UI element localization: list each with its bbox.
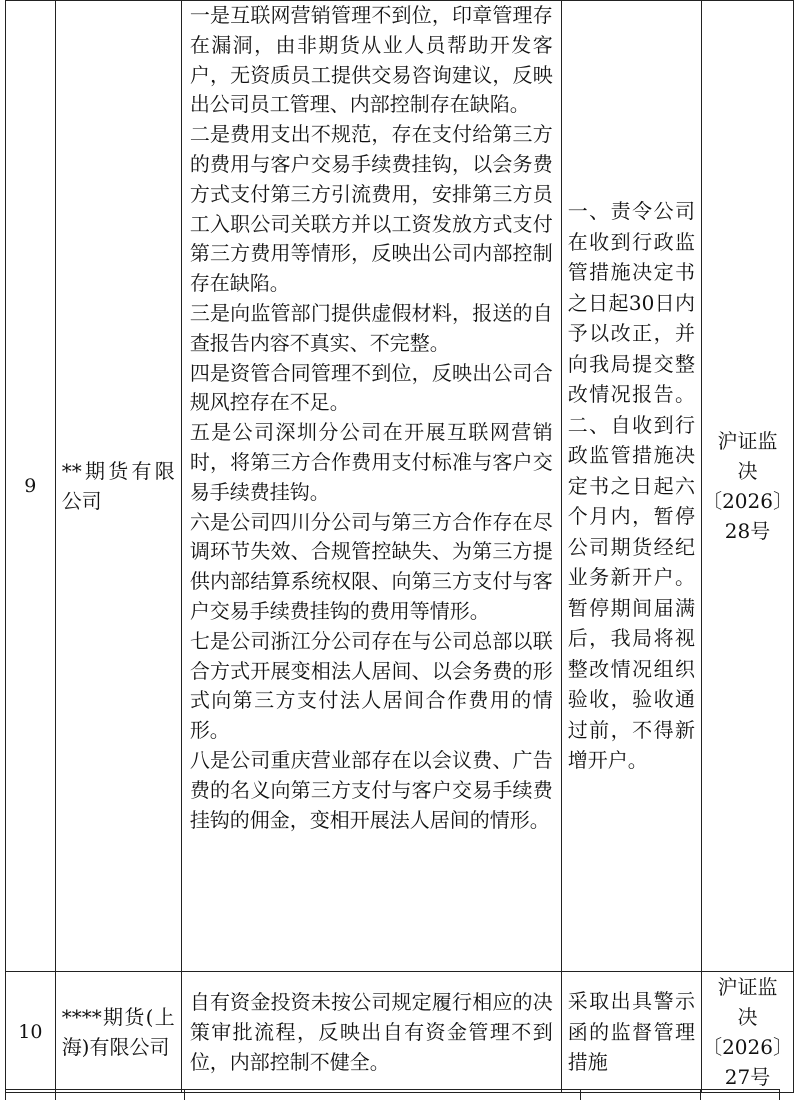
company-name: ****期货(上海)有限公司 bbox=[55, 972, 181, 1093]
doc-number-part: 沪证监 bbox=[717, 429, 778, 453]
column-divider bbox=[580, 1090, 581, 1100]
fact-item: 七是公司浙江分公司存在与公司总部以联合方式开展变相法人居间、以会务费的形式向第三方支付法人居间合作费用的情形。 bbox=[189, 628, 553, 743]
supervision-measure: 一、责令公司在收到行政监管措施决定书之日起30日内予以改正，并向我局提交整改情况报告。二、自收到行政监管措施决定书之日起六个月内，暂停公司期货经纪业务新开户。暂停期间届满后，我局将视整改情况组织验收，验收通过前，不得新增开户。 bbox=[561, 1, 701, 972]
doc-number-part: 决 bbox=[737, 459, 758, 483]
decision-doc-number bbox=[702, 972, 794, 1093]
doc-number-part: 沪证监 bbox=[717, 975, 778, 999]
fact-item: 五是公司深圳分公司在开展互联网营销时，将第三方合作费用支付标准与客户交易手续费挂钩。 bbox=[189, 420, 553, 504]
fact-item: 自有资金投资未按公司规定履行相应的决策审批流程，反映出自有资金管理不到位，内部控制不健全。 bbox=[189, 990, 553, 1074]
fact-item: 二是费用支出不规范，存在支付给第三方的费用与客户交易手续费挂钩，以会务费方式支付第三方引流费用，安排第三方员工入职公司关联方并以工资发放方式支付第三方费用等情形，反映出公司内部控制存在缺陷。 bbox=[189, 122, 553, 296]
violation-facts bbox=[181, 1, 561, 972]
fact-item: 四是资管合同管理不到位，反映出公司合规风控存在不足。 bbox=[189, 360, 553, 415]
column-divider bbox=[700, 1090, 701, 1100]
row-number: 10 bbox=[6, 972, 56, 1093]
supervision-measure: 采取出具警示函的监督管理措施 bbox=[561, 972, 701, 1093]
fact-item: 六是公司四川分公司与第三方合作存在尽调环节失效、合规管控缺失、为第三方提供内部结算系统权限、向第三方支付与客户交易手续费挂钩的费用等情形。 bbox=[189, 509, 553, 623]
company-name: **期货有限公司 bbox=[55, 1, 181, 972]
fact-item: 三是向监管部门提供虚假材料，报送的自查报告内容不真实、不完整。 bbox=[189, 300, 553, 355]
column-divider bbox=[55, 1090, 56, 1100]
penalty-table bbox=[5, 0, 794, 1093]
doc-number-part: 28号 bbox=[724, 519, 771, 543]
decision-doc-number bbox=[702, 1, 794, 972]
next-row-top-edge bbox=[5, 1089, 780, 1100]
column-divider bbox=[184, 1090, 185, 1100]
table-row bbox=[6, 972, 794, 1093]
table-row bbox=[6, 1, 794, 972]
doc-number-part: 〔2026〕 bbox=[702, 489, 793, 513]
doc-number-part: 27号 bbox=[724, 1065, 771, 1089]
doc-number-part: 决 bbox=[737, 1005, 758, 1029]
violation-facts bbox=[181, 972, 561, 1093]
fact-item: 一是互联网营销管理不到位，印章管理存在漏洞，由非期货从业人员帮助开发客户，无资质员工提供交易咨询建议，反映出公司员工管理、内部控制存在缺陷。 bbox=[189, 3, 553, 117]
fact-item: 八是公司重庆营业部存在以会议费、广告费的名义向第三方支付与客户交易手续费挂钩的佣金，变相开展法人居间的情形。 bbox=[189, 747, 553, 832]
row-number: 9 bbox=[6, 1, 56, 972]
doc-number-part: 〔2026〕 bbox=[702, 1035, 793, 1059]
